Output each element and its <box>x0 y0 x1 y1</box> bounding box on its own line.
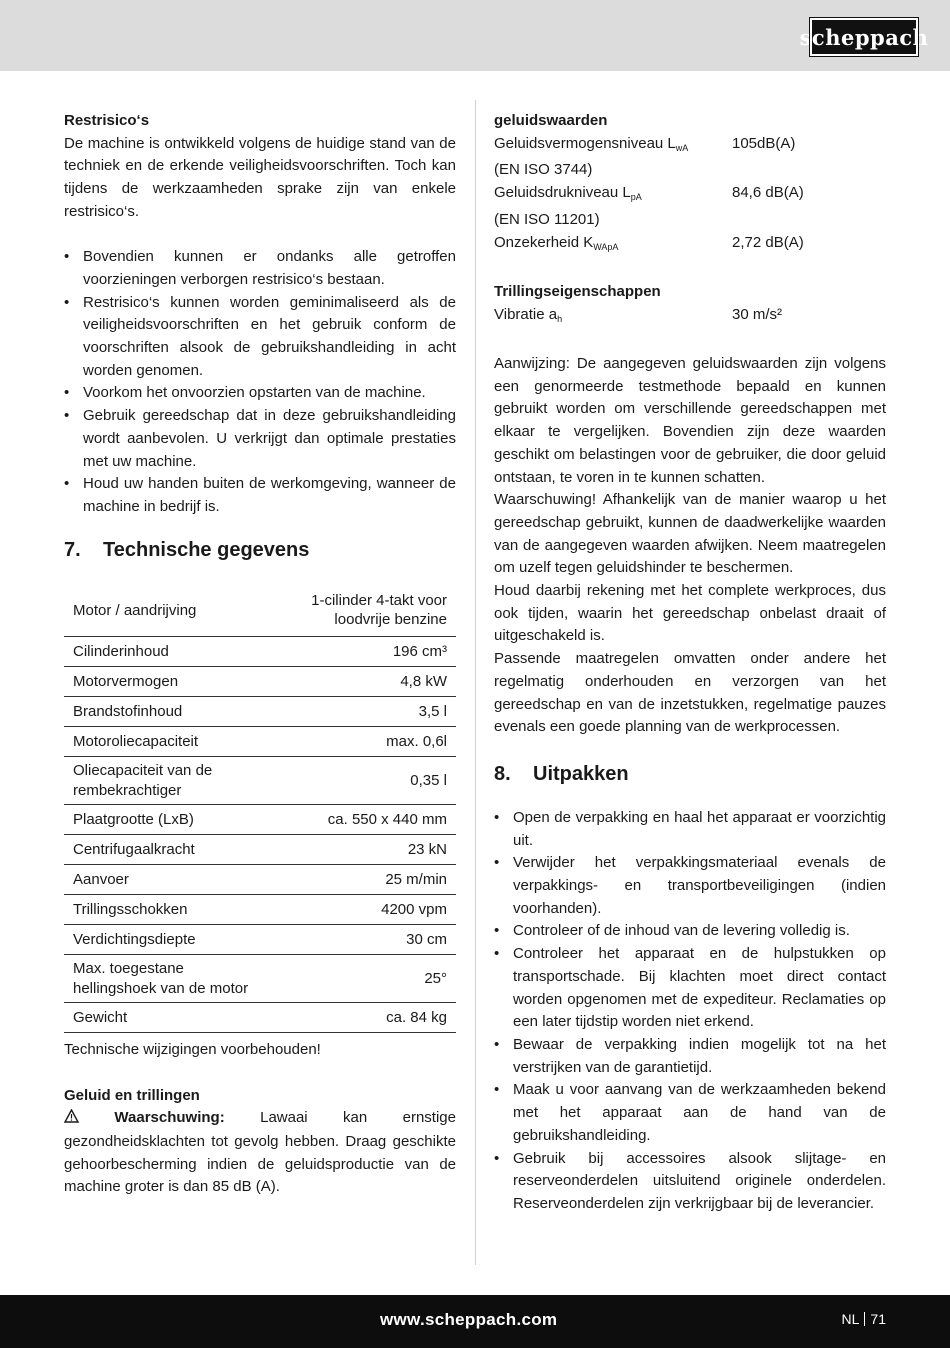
vibration-row: Vibratie $a_h$ 30 m/s² <box>494 305 783 324</box>
table-row: Gewicht ca. 84 kg <box>64 1003 456 1033</box>
list-item: • Houd uw handen buiten de werkomgeving, wanneer de machine in bedrijf is. <box>64 473 456 518</box>
brand-logo: scheppach <box>810 18 918 56</box>
list-item: • Gebruik gereedschap dat in deze gebruikshandleiding wordt aanbevolen. U verkrijgt dan optimale prestaties met uw machine. <box>64 405 456 473</box>
list-item: • Restrisico‘s kunnen worden geminimaliseerd als de veiligheidsvoorschriften en het gebruik conform de voorschriften alsook de gebruikshandleiding in acht worden genomen. <box>64 292 456 383</box>
list-item: • Voorkom het onvoorzien opstarten van de machine. <box>64 382 456 405</box>
table-row: Trillingsschokken 4200 vpm <box>64 895 456 925</box>
section-7-heading: 7. Technische gegevens <box>64 538 310 561</box>
table-row: Motorvermogen 4,8 kW <box>64 667 456 697</box>
risks-intro: De machine is ontwikkeld volgens de huidige stand van de techniek en de erkende veiligheidsvoorschriften. Toch kan tijdens de werkzaamheden sprake zijn van enkele restrisico‘s. <box>64 134 456 220</box>
sound-pressure-row: Geluidsdrukniveau $L_{pA}$ 84,6 dB(A) <box>494 184 804 203</box>
page-footer <box>0 1295 950 1348</box>
table-row: Motor / aandrijving 1-cilinder 4-takt voor loodvrije benzine <box>64 585 456 637</box>
list-item: • Open de verpakking en haal het apparaat er voorzichtig uit. <box>494 807 886 852</box>
process-paragraph: Houd daarbij rekening met het complete werkproces, dus ook tijden, waarin het gereedschap onbelast draait of uitgeschakeld is. <box>494 582 886 645</box>
table-row: Motoroliecapaciteit max. 0,6l <box>64 727 456 757</box>
table-row: Centrifugaalkracht 23 kN <box>64 835 456 865</box>
right-column: geluidswaarden Geluidsvermogensniveau $L_{wA}$ 105dB(A) (EN ISO 3744) Geluidsdrukniveau $L_{pA}$ 84,6 dB(A) (EN ISO 11201) Onzekerheid $K_{WApA}$ 2,72 dB(A) Trillingseigenschappen Vibratie $a_h$ 30 m/s² Aanwijzing: De aangegeven geluidswaarden zijn volgens een genormeerde testmethode bepaald en kunnen gebruikt worden om verschillende gereedschappen met elkaar te vergelijken. Bovendien zijn deze waarden geschikt om belastingen voor de gebruiker, die door geluid ontstaan, te voren in te kunnen schatten. Waarschuwing! Afhankelijk van de manier waarop u het gereedschap gebruikt, kunnen de daadwerkelijke waarden van de aangegeven waarden afwijken. Neem maatregelen om uzelf tegen geluidshinder te beschermen. Houd daarbij rekening met het complete werkproces, dus ook tijden, waarin het gereedschap onbelast draait of uitgeschakeld is. Passende maatregelen omvatten onder andere het regelmatig onderhouden en verzorgen van het gereedschap en van de inzetstukken, regelmatige pauzes evenals een goede planning van de werkprocessen. 8. Uitpakken • Open de verpakking en haal het apparaat er voorzichtig uit. • Verwijder het verpakkingsmateriaal evenals de verpakkings- en transportbeveiligingen (indien voorhanden). • Controleer of de inhoud van de levering volledig is. • Controleer het apparaat en de hulpstukken op transportschade. Bij klachten moet direct contact worden opgenomen met de expediteur. Reclamaties op een later tijdstip worden niet erkend. • Bewaar de verpakking indien mogelijk tot na het verstrijken van de garantietijd. • Maak u voor aanvang van de werkzaamheden bekend met het apparaat aan de hand van de gebruikshandleiding. • Gebruik bij accessoires alsook slijtage- en reserveonderdelen uitsluitend originele onderdelen. Reserveonderdelen zijn verkrijgbaar bij de leverancier. <box>494 110 886 1216</box>
tech-specs-table <box>64 585 456 1034</box>
list-item: • Verwijder het verpakkingsmateriaal evenals de verpakkings- en transportbeveiligingen (indien voorhanden). <box>494 852 886 920</box>
list-item: • Maak u voor aanvang van de werkzaamheden bekend met het apparaat aan de hand van de gebruikshandleiding. <box>494 1079 886 1147</box>
list-item: • Controleer of de inhoud van de levering volledig is. <box>494 920 886 943</box>
section-8-heading: 8. Uitpakken <box>494 762 629 785</box>
page-header <box>0 0 950 71</box>
table-row: Oliecapaciteit van de rembekrachtiger 0,35 l <box>64 757 456 805</box>
list-item: • Controleer het apparaat en de hulpstukken op transportschade. Bij klachten moet direct contact worden opgenomen met de expediteur. Reclamaties op een later tijdstip worden niet erkend. <box>494 943 886 1034</box>
vibration-title: Trillingseigenschappen <box>494 282 661 300</box>
risks-list <box>64 246 456 518</box>
list-item: • Bewaar de verpakking indien mogelijk tot na het verstrijken van de garantietijd. <box>494 1034 886 1079</box>
risks-title: Restrisico‘s <box>64 112 150 129</box>
column-divider <box>475 100 476 1265</box>
table-row: Plaatgrootte (LxB) ca. 550 x 440 mm <box>64 805 456 835</box>
table-row: Verdichtingsdiepte 30 cm <box>64 925 456 955</box>
table-row: Cilinderinhoud 196 cm³ <box>64 637 456 667</box>
sound-power-row: Geluidsvermogensniveau $L_{wA}$ 105dB(A) <box>494 134 796 153</box>
unpack-list <box>494 807 886 1216</box>
left-column <box>64 110 456 1199</box>
table-row: Brandstofinhoud 3,5 l <box>64 697 456 727</box>
table-row: Aanvoer 25 m/min <box>64 865 456 895</box>
warning-paragraph: Waarschuwing! Afhankelijk van de manier waarop u het gereedschap gebruikt, kunnen de daadwerkelijke waarden van de aangegeven waarden afwijken. Neem maatregelen om uzelf tegen geluidshinder te beschermen. <box>494 491 886 577</box>
table-row: Max. toegestane hellingshoek van de motor 25° <box>64 955 456 1003</box>
sound-title: geluidswaarden <box>494 112 608 129</box>
page-number: NL 71 <box>841 1311 886 1327</box>
warning-triangle-icon <box>64 1108 79 1131</box>
website-link[interactable]: www.scheppach.com <box>380 1310 558 1329</box>
hint-paragraph: Aanwijzing: De aangegeven geluidswaarden zijn volgens een genormeerde testmethode bepaald en kunnen gebruikt worden om verschillende gereedschappen met elkaar te vergelijken. Bovendien zijn deze waarden geschikt om belastingen voor de gebruiker, die door geluid ontstaan, te voren in te kunnen schatten. <box>494 355 886 486</box>
uncertainty-row: Onzekerheid $K_{WApA}$ 2,72 dB(A) <box>494 233 804 252</box>
measures-paragraph: Passende maatregelen omvatten onder andere het regelmatig onderhouden en verzorgen van het gereedschap en van de inzetstukken, regelmatige pauzes evenals een goede planning van de werkprocessen. <box>494 650 886 736</box>
list-item: • Bovendien kunnen er ondanks alle getroffen voorzieningen verborgen restrisico‘s bestaan. <box>64 246 456 291</box>
noise-title: Geluid en trillingen <box>64 1086 200 1104</box>
noise-warning: Waarschuwing: Lawaai kan ernstige gezondheidsklachten tot gevolg hebben. Draag geschikte gehoorbescherming indien de geluidsproductie van de machine groter is dan 85 dB (A). <box>64 1109 456 1196</box>
tech-note: Technische wijzigingen voorbehouden! <box>64 1041 321 1059</box>
list-item: • Gebruik bij accessoires alsook slijtage- en reserveonderdelen uitsluitend originele onderdelen. Reserveonderdelen zijn verkrijgbaar bij de leverancier. <box>494 1148 886 1216</box>
